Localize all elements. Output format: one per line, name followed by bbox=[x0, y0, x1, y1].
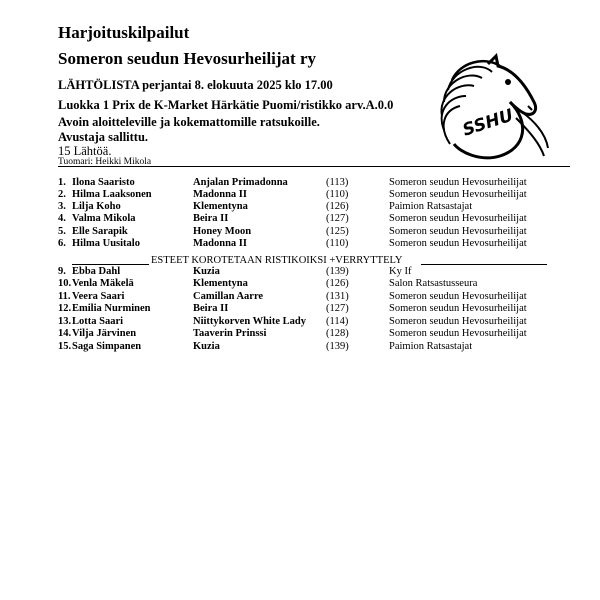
entry-number: 6. bbox=[58, 238, 66, 249]
horse-name: Kuzia bbox=[193, 266, 220, 277]
entry-row bbox=[0, 328, 600, 341]
club-name: Someron seudun Hevosurheilijat bbox=[389, 177, 527, 188]
header-divider bbox=[58, 166, 570, 167]
entry-number: 13. bbox=[58, 316, 72, 327]
rider-name: Valma Mikola bbox=[72, 213, 136, 224]
entry-number: 2. bbox=[58, 189, 66, 200]
club-name: Someron seudun Hevosurheilijat bbox=[389, 213, 527, 224]
horse-code: (110) bbox=[326, 238, 349, 249]
separator-line-left bbox=[72, 264, 149, 265]
horse-code: (114) bbox=[326, 316, 349, 327]
separator-line-right bbox=[421, 264, 547, 265]
rider-name: Saga Simpanen bbox=[72, 341, 142, 352]
horse-code: (131) bbox=[326, 291, 349, 302]
rider-name: Ebba Dahl bbox=[72, 266, 121, 277]
separator-row bbox=[72, 255, 547, 268]
rider-name: Elle Sarapik bbox=[72, 226, 128, 237]
class-info-line-2: Avustaja sallittu. bbox=[58, 130, 149, 144]
rider-name: Emilia Nurminen bbox=[72, 303, 151, 314]
club-name: Paimion Ratsastajat bbox=[389, 341, 473, 352]
rider-name: Hilma Uusitalo bbox=[72, 238, 140, 249]
horse-name: Klementyna bbox=[193, 278, 248, 289]
rider-name: Lilja Koho bbox=[72, 201, 121, 212]
rider-name: Veera Saari bbox=[72, 291, 125, 302]
startlist-heading: LÄHTÖLISTA perjantai 8. elokuuta 2025 klo 17.00 bbox=[58, 78, 333, 92]
organizer-name: Someron seudun Hevosurheilijat ry bbox=[58, 49, 317, 68]
club-logo bbox=[430, 52, 550, 162]
rider-name: Ilona Saaristo bbox=[72, 177, 135, 188]
club-name: Salon Ratsastusseura bbox=[389, 278, 478, 289]
entry-row bbox=[0, 341, 600, 354]
separator-text: ESTEET KOROTETAAN RISTIKOIKSI +VERRYTTELY bbox=[151, 255, 403, 266]
rider-name: Lotta Saari bbox=[72, 316, 124, 327]
entry-number: 11. bbox=[58, 291, 71, 302]
horse-code: (126) bbox=[326, 278, 349, 289]
start-count: 15 Lähtöä. bbox=[58, 144, 112, 158]
horse-name: Kuzia bbox=[193, 341, 220, 352]
club-name: Someron seudun Hevosurheilijat bbox=[389, 316, 527, 327]
rider-name: Hilma Laaksonen bbox=[72, 189, 152, 200]
rider-name: Vilja Järvinen bbox=[72, 328, 137, 339]
horse-code: (127) bbox=[326, 303, 349, 314]
club-name: Someron seudun Hevosurheilijat bbox=[389, 189, 527, 200]
club-name: Someron seudun Hevosurheilijat bbox=[389, 238, 527, 249]
horse-code: (139) bbox=[326, 266, 349, 277]
entry-row bbox=[0, 238, 600, 251]
entry-number: 1. bbox=[58, 177, 66, 188]
entry-row bbox=[0, 213, 600, 226]
horse-name: Niittykorven White Lady bbox=[193, 316, 306, 327]
horse-name: Madonna II bbox=[193, 189, 247, 200]
class-info-line-1: Avoin aloitteleville ja kokemattomille ratsukoille. bbox=[58, 115, 320, 129]
horse-name: Honey Moon bbox=[193, 226, 252, 237]
judge-name: Tuomari: Heikki Mikola bbox=[58, 157, 152, 167]
horse-name: Beira II bbox=[193, 303, 229, 314]
horse-name: Madonna II bbox=[193, 238, 247, 249]
horse-code: (128) bbox=[326, 328, 349, 339]
logo-text: SSHU bbox=[460, 105, 516, 141]
entry-number: 14. bbox=[58, 328, 72, 339]
horse-code: (113) bbox=[326, 177, 349, 188]
entry-number: 4. bbox=[58, 213, 66, 224]
horse-name: Beira II bbox=[193, 213, 229, 224]
club-name: Someron seudun Hevosurheilijat bbox=[389, 291, 527, 302]
entry-row bbox=[0, 278, 600, 291]
entry-number: 10. bbox=[58, 278, 72, 289]
class-description: Luokka 1 Prix de K-Market Härkätie Puomi/ristikko arv.A.0.0 bbox=[58, 98, 394, 112]
club-name: Paimion Ratsastajat bbox=[389, 201, 473, 212]
club-name: Someron seudun Hevosurheilijat bbox=[389, 328, 527, 339]
club-name: Someron seudun Hevosurheilijat bbox=[389, 226, 527, 237]
horse-name: Klementyna bbox=[193, 201, 248, 212]
entry-number: 15. bbox=[58, 341, 72, 352]
event-title: Harjoituskilpailut bbox=[58, 23, 190, 42]
horse-name: Anjalan Primadonna bbox=[193, 177, 288, 188]
horse-code: (139) bbox=[326, 341, 349, 352]
entry-number: 12. bbox=[58, 303, 72, 314]
horse-code: (110) bbox=[326, 189, 349, 200]
rider-name: Venla Mäkelä bbox=[72, 278, 134, 289]
horse-code: (127) bbox=[326, 213, 349, 224]
entry-number: 9. bbox=[58, 266, 66, 277]
horse-name: Camillan Aarre bbox=[193, 291, 264, 302]
entry-number: 3. bbox=[58, 201, 66, 212]
club-name: Someron seudun Hevosurheilijat bbox=[389, 303, 527, 314]
horse-code: (125) bbox=[326, 226, 349, 237]
horse-code: (126) bbox=[326, 201, 349, 212]
entry-number: 5. bbox=[58, 226, 66, 237]
horse-name: Taaverin Prinssi bbox=[193, 328, 267, 339]
club-name: Ky If bbox=[389, 266, 412, 277]
entry-row bbox=[0, 303, 600, 316]
